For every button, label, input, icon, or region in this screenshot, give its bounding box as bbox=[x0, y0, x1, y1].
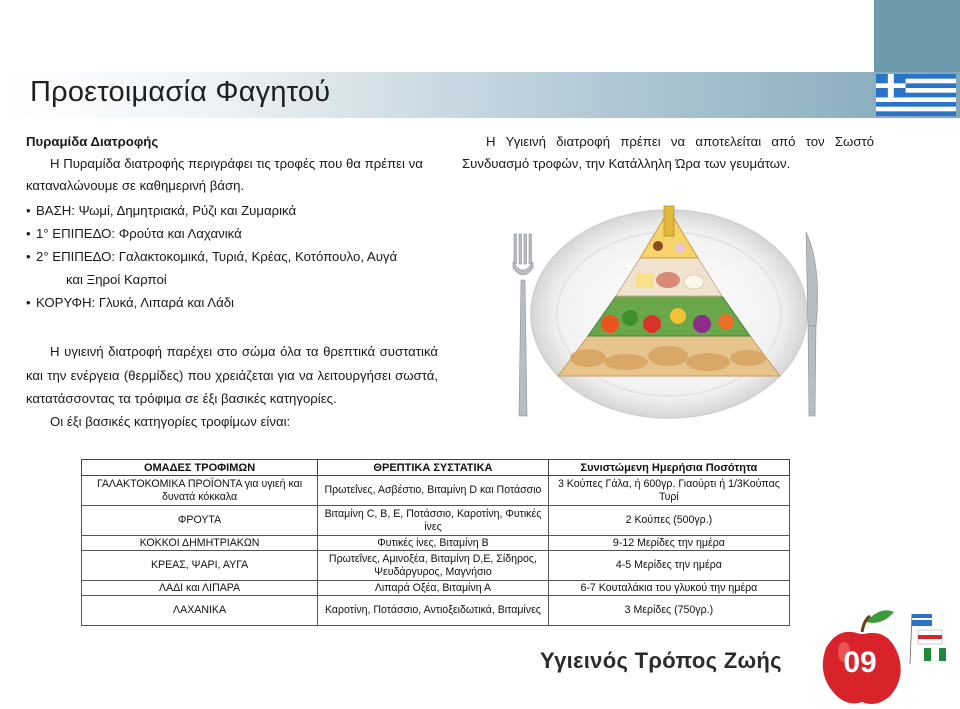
table-cell: Πρωτεΐνες, Ασβέστιο, Βιταμίνη D και Ποτάσσιο bbox=[318, 476, 549, 506]
table-cell: ΚΟΚΚΟΙ ΔΗΜΗΤΡΙΑΚΩΝ bbox=[82, 536, 318, 551]
table-cell: ΛΑΧΑΝΙΚΑ bbox=[82, 596, 318, 626]
table-header-row bbox=[82, 460, 790, 476]
table-cell: 4-5 Μερίδες την ημέρα bbox=[548, 551, 789, 581]
corner-accent-block bbox=[874, 0, 960, 72]
table-header: ΘΡΕΠΤΙΚΑ ΣΥΣΤΑΤΙΚΑ bbox=[318, 460, 549, 476]
list-item: • ΒΑΣΗ: Ψωμί, Δημητριακά, Ρύζι και Ζυμαρικά bbox=[26, 199, 438, 222]
table-cell: Βιταμίνη C, B, E, Ποτάσσιο, Καροτίνη, Φυτικές ίνες bbox=[318, 506, 549, 536]
categories-intro: Οι έξι βασικές κατηγορίες τροφίμων είναι: bbox=[50, 413, 291, 429]
page-title: Προετοιμασία Φαγητού bbox=[30, 76, 331, 108]
table-cell: 2 Κούπες (500γρ.) bbox=[548, 506, 789, 536]
table-cell: ΛΑΔΙ και ΛΙΠΑΡΑ bbox=[82, 581, 318, 596]
table-cell: 3 Κούπες Γάλα, ή 600γρ. Γιαούρτι ή 1/3Κούπας Τυρί bbox=[548, 476, 789, 506]
table-cell: 9-12 Μερίδες την ημέρα bbox=[548, 536, 789, 551]
table-cell: Φυτικές ίνες, Βιταμίνη Β bbox=[318, 536, 549, 551]
list-item: • ΚΟΡΥΦΗ: Γλυκά, Λιπαρά και Λάδι bbox=[26, 291, 438, 314]
pyramid-heading: Πυραμίδα Διατροφής bbox=[26, 134, 159, 149]
nutrition-paragraph: Η υγιεινή διατροφή παρέχει στο σώμα όλα τα θρεπτικά συστατικά και την ενέργεια (θερμίδες) που χρειάζεται για να λειτουργήσει σωστά, κατατάσσοντας τα τρόφιμα σε έξι βασικές κατηγορίες. bbox=[26, 344, 438, 406]
page-number: 09 bbox=[843, 646, 877, 679]
food-groups-table bbox=[81, 459, 790, 626]
table-row bbox=[82, 551, 790, 581]
table-cell: ΓΑΛΑΚΤΟΚΟΜΙΚΑ ΠΡΟΪΟΝΤΑ για υγιεή και δυνατά κόκκαλα bbox=[82, 476, 318, 506]
knife-icon bbox=[806, 232, 818, 416]
fork-icon bbox=[513, 234, 533, 416]
healthy-diet-note: Η Υγιεινή διατροφή πρέπει να αποτελείται από τον Σωστό Συνδυασμό τροφών, την Κατάλληλη Ώρα των γευμάτων. bbox=[462, 134, 874, 171]
table-cell: 3 Μερίδες (750γρ.) bbox=[548, 596, 789, 626]
list-item: • 1° ΕΠΙΠΕΔΟ: Φρούτα και Λαχανικά bbox=[26, 222, 438, 245]
table-header: Συνιστώμενη Ημερήσια Ποσότητα bbox=[548, 460, 789, 476]
table-cell: 6-7 Κουταλάκια του γλυκού την ημέρα bbox=[548, 581, 789, 596]
pyramid-levels-list bbox=[26, 199, 438, 314]
table-row bbox=[82, 536, 790, 551]
table-row bbox=[82, 476, 790, 506]
list-item: • 2° ΕΠΙΠΕΔΟ: Γαλακτοκομικά, Τυριά, Κρέας, Κοτόπουλο, Αυγά και Ξηροί Καρποί bbox=[26, 245, 438, 291]
pyramid-intro: Η Πυραμίδα διατροφής περιγράφει τις τροφές που θα πρέπει να καταναλώνουμε σε καθημερινή βάση. bbox=[26, 156, 423, 193]
table-cell: ΚΡΕΑΣ, ΨΑΡΙ, ΑΥΓΑ bbox=[82, 551, 318, 581]
table-cell: Λιπαρά Οξέα, Βιταμίνη Α bbox=[318, 581, 549, 596]
greek-flag-icon bbox=[876, 74, 956, 116]
table-row bbox=[82, 596, 790, 626]
table-cell: ΦΡΟΥΤΑ bbox=[82, 506, 318, 536]
flags-icon bbox=[910, 614, 946, 664]
table-row bbox=[82, 581, 790, 596]
table-header: ΟΜΑΔΕΣ ΤΡΟΦΙΜΩΝ bbox=[82, 460, 318, 476]
table-row bbox=[82, 506, 790, 536]
table-cell: Καροτίνη, Ποτάσσιο, Αντιοξειδωτικά, Βιταμίνες bbox=[318, 596, 549, 626]
footer-title: Υγιεινός Τρόπος Ζωής bbox=[540, 648, 782, 673]
left-column bbox=[26, 131, 438, 433]
food-pyramid-plate-image bbox=[508, 186, 830, 424]
table-cell: Πρωτεΐνες, Αμινοξέα, Βιταμίνη D,E, Σίδηρος, Ψευδάργυρος, Μαγνήσιο bbox=[318, 551, 549, 581]
